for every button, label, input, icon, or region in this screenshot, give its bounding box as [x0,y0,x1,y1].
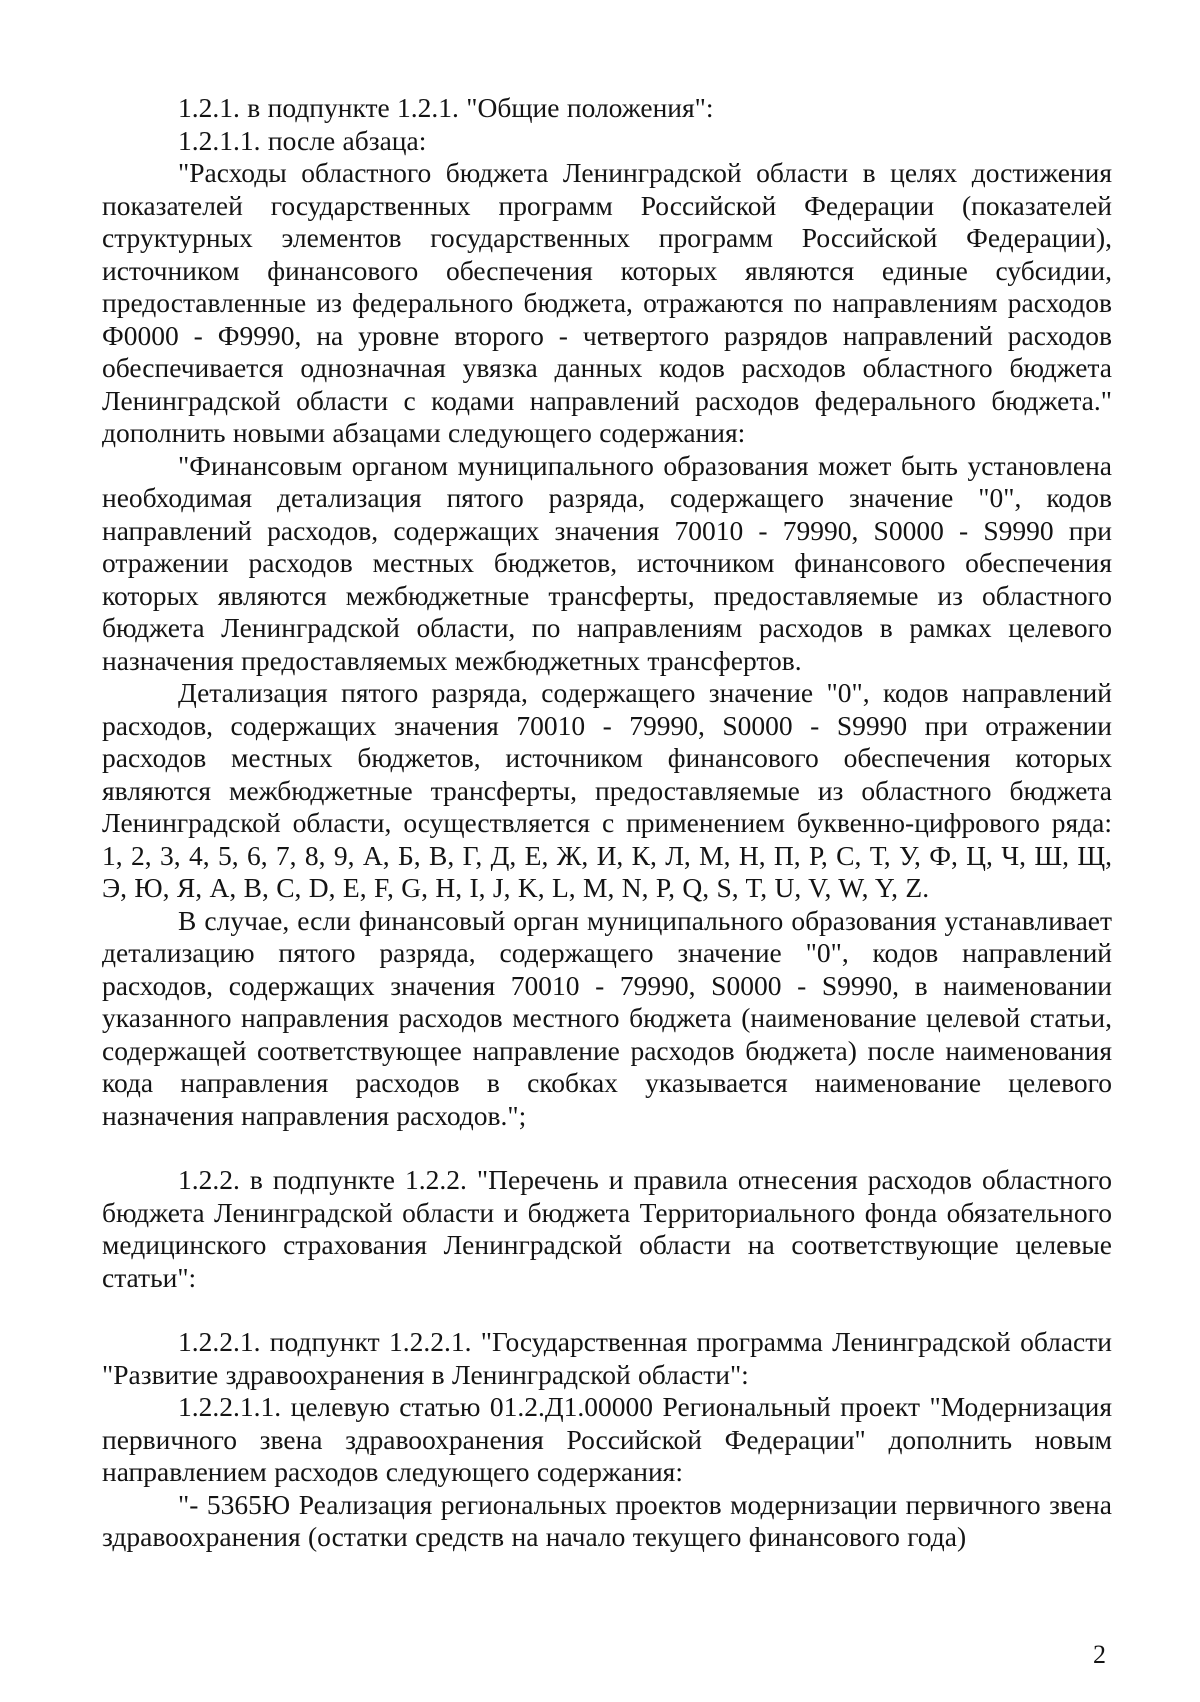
paragraph-1-2-2: 1.2.2. в подпункте 1.2.2. "Перечень и правила отнесения расходов областного бюджета Ленинградской области и бюджета Территориального фонда обязательного медицинского страхования Ленинградской области на соответствующие целевые статьи": [102,1164,1112,1293]
paragraph-quoted-expenses: "Расходы областного бюджета Ленинградской области в целях достижения показателей государственных программ Российской Федерации (показателей структурных элементов государственных программ Российской Федерации), источником финансового обеспечения которых являются единые субсидии, предоставленные из федерального бюджета, отражаются по направлениям расходов Ф0000 - Ф9990, на уровне второго - четвертого разрядов направлений расходов обеспечивается однозначная увязка данных кодов расходов областного бюджета Ленинградской области с кодами направлений расходов федерального бюджета." дополнить новыми абзацами следующего содержания: [102,157,1112,448]
page-number: 2 [1093,1640,1106,1669]
paragraph-5365-direction: "- 5365Ю Реализация региональных проектов модернизации первичного звена здравоохранения (остатки средств на начало текущего финансового года) [102,1488,1112,1552]
paragraph-case: В случае, если финансовый орган муниципального образования устанавливает детализацию пятого разряда, содержащего значение "0", кодов направлений расходов, содержащих значения 70010 - 79990, S0000 - S9990, в наименовании указанного направления расходов местного бюджета (наименование целевой статьи, содержащей соответствующее направление расходов бюджета) после наименования кода направления расходов в скобках указывается наименование целевого назначения направления расходов."; [102,904,1112,1131]
paragraph-1-2-2-1-1: 1.2.2.1.1. целевую статью 01.2.Д1.00000 Региональный проект "Модернизация первичного звена здравоохранения Российской Федерации" дополнить новым направлением расходов следующего содержания: [102,1391,1112,1487]
paragraph-detailing: Детализация пятого разряда, содержащего значение "0", кодов направлений расходов, содержащих значения 70010 - 79990, S0000 - S9990 при отражении расходов местных бюджетов, источником финансового обеспечения которых являются межбюджетные трансферты, предоставляемые из областного бюджета Ленинградской области, осуществляется с применением буквенно-цифрового ряда: 1, 2, 3, 4, 5, 6, 7, 8, 9, А, Б, В, Г, Д, Е, Ж, И, К, Л, М, Н, П, Р, С, Т, У, Ф, Ц, Ч, Ш, Щ, Э, Ю, Я, A, B, C, D, E, F, G, H, I, J, K, L, M, N, P, Q, S, T, U, V, W, Y, Z. [102,677,1112,903]
paragraph-gap [102,1294,1112,1326]
paragraph-1-2-1-1: 1.2.1.1. после абзаца: [178,124,427,156]
paragraph-1-2-2-1: 1.2.2.1. подпункт 1.2.2.1. "Государственная программа Ленинградской области "Развитие здравоохранения в Ленинградской области": [102,1326,1112,1390]
paragraph-financial-body: "Финансовым органом муниципального образования может быть установлена необходимая детализация пятого разряда, содержащего значение "0", кодов направлений расходов, содержащих значения 70010 - 79990, S0000 - S9990 при отражении расходов местных бюджетов, источником финансового обеспечения которых являются межбюджетные трансферты, предоставляемые из областного бюджета Ленинградской области, по направлениям расходов в рамках целевого назначения предоставляемых межбюджетных трансфертов. [102,449,1112,676]
paragraph-gap [102,1132,1112,1164]
paragraph-1-2-1: 1.2.1. в подпункте 1.2.1. "Общие положения": [178,92,714,123]
document-body [102,92,1112,1554]
